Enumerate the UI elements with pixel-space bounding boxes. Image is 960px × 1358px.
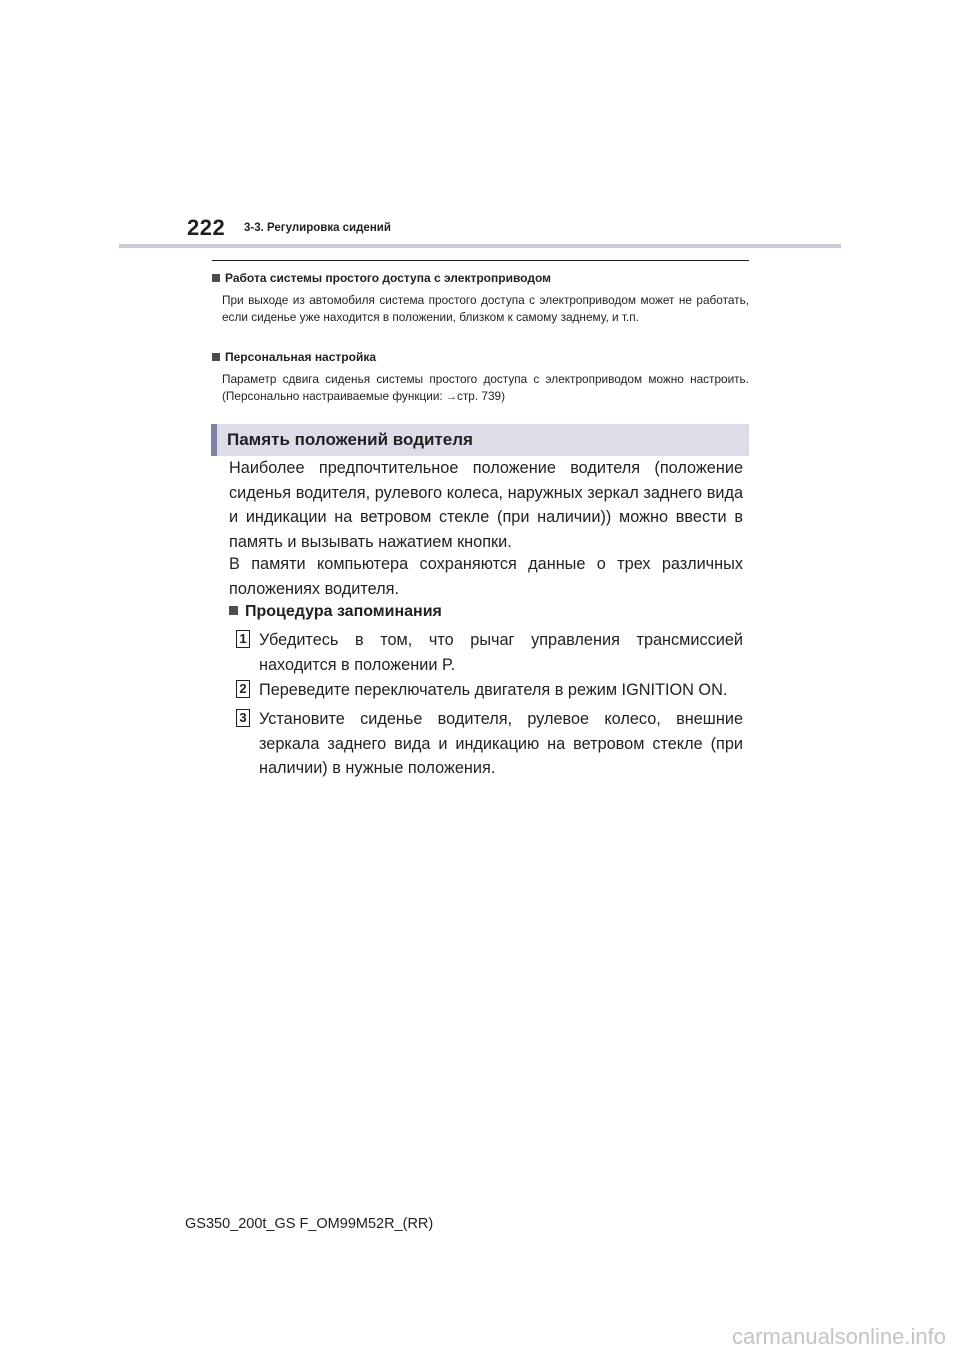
- square-bullet-icon: [212, 353, 220, 361]
- square-bullet-icon: [212, 274, 220, 282]
- paragraph: Наиболее предпочтительное положение водителя (положение сиденья водителя, рулевого колеса, наружных зеркал заднего вида и индикации на ветровом стекле (при наличии)) можно ввести в память и вызывать нажатием кнопки.: [229, 459, 743, 551]
- procedure-step: [236, 628, 743, 677]
- note-text: Параметр сдвига сиденья системы простого доступа с электроприводом можно настроить. (Персонально настраиваемые функции: →стр. 739): [222, 372, 749, 403]
- notes-divider: [212, 260, 749, 261]
- paragraph: В памяти компьютера сохраняются данные о трех различных положениях водителя.: [229, 555, 743, 598]
- step-text: Переведите переключатель двигателя в режим IGNITION ON.: [259, 681, 728, 699]
- step-text: Убедитесь в том, что рычаг управления трансмиссией находится в положении P.: [259, 631, 743, 674]
- note-personalization: [212, 349, 749, 406]
- step-text: Установите сиденье водителя, рулевое колесо, внешние зеркала заднего вида и индикацию на ветровом стекле (при наличии) в нужные положения.: [259, 710, 743, 777]
- arrow-right-icon: →: [446, 391, 457, 403]
- section-heading-banner: [211, 424, 749, 456]
- step-number-badge: 1: [236, 630, 250, 648]
- watermark: carmanualsonline.info: [731, 1324, 946, 1349]
- procedure-title: Процедура запоминания: [229, 601, 442, 623]
- procedure-step: [236, 707, 743, 781]
- page-link: стр. 739): [457, 389, 506, 403]
- heading-accent-bar: [211, 424, 217, 456]
- header-divider: [119, 244, 841, 248]
- note-power-easy-access: [212, 270, 749, 326]
- step-number-badge: 2: [236, 680, 250, 698]
- square-bullet-icon: [229, 606, 238, 615]
- step-number-badge: 3: [236, 709, 250, 727]
- section-title: Память положений водителя: [227, 430, 473, 449]
- procedure-step: [236, 678, 743, 703]
- page-number: 222: [187, 215, 226, 240]
- note-text: При выходе из автомобиля система простого доступа с электроприводом может не работать, если сиденье уже находится в положении, близком к самому заднему, и т.п.: [222, 293, 749, 324]
- section-reference: 3-3. Регулировка сидений: [244, 222, 391, 234]
- page-header: [0, 0, 960, 250]
- manual-code-footer: GS350_200t_GS F_OM99M52R_(RR): [185, 1216, 434, 1232]
- note-title: Работа системы простого доступа с электроприводом: [225, 271, 551, 285]
- note-title: Персональная настройка: [225, 350, 377, 364]
